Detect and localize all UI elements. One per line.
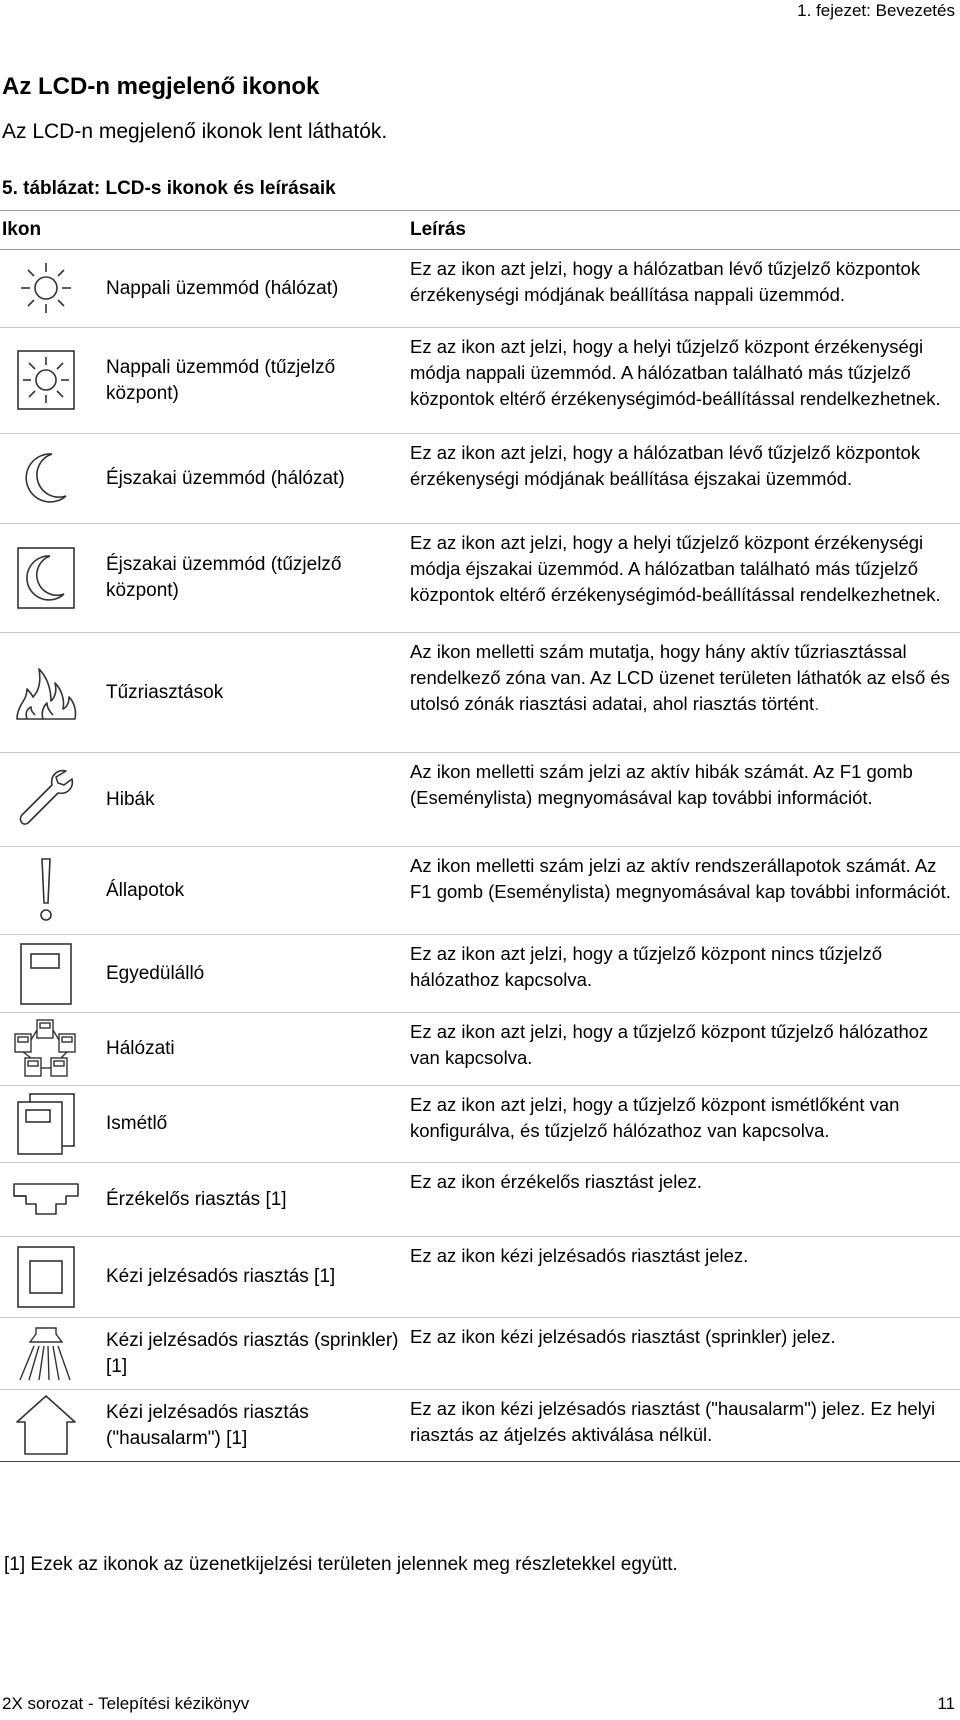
row-description bbox=[410, 639, 960, 717]
repeater-icon bbox=[10, 1090, 82, 1158]
running-header: 1. fejezet: Bevezetés bbox=[797, 1, 955, 20]
row-name: Tűzriasztások bbox=[106, 681, 224, 703]
row-description: Ez az ikon azt jelzi, hogy a tűzjelző központ nincs tűzjelző hálózathoz kapcsolva. bbox=[410, 943, 882, 990]
footer-document-title: 2X sorozat - Telepítési kézikönyv bbox=[2, 1694, 250, 1713]
row-description: Ez az ikon azt jelzi, hogy a hálózatban lévő tűzjelző központok érzékenységi módjának beállítása nappali üzemmód. bbox=[410, 258, 921, 305]
table-caption: 5. táblázat: LCD-s ikonok és leírásaik bbox=[2, 178, 336, 199]
row-description-text: Az ikon melletti szám mutatja, hogy hány aktív tűzriasztással rendelkező zóna van. Az LCD üzenet területen láthatók az első és utolsó zónák riasztási adatai, ahol riasztás történt bbox=[410, 641, 950, 714]
table-footnote: [1] Ezek az ikonok az üzenetkijelzési területen jelennek meg részletekkel együtt. bbox=[4, 1554, 678, 1575]
page-number: 11 bbox=[937, 1694, 955, 1713]
row-name: Nappali üzemmód (hálózat) bbox=[106, 277, 339, 299]
row-name: Nappali üzemmód (tűzjelző központ) bbox=[106, 356, 336, 404]
house-icon bbox=[10, 1392, 82, 1458]
row-name: Egyedülálló bbox=[106, 962, 205, 984]
table-row bbox=[0, 1013, 960, 1086]
row-description: Ez az ikon azt jelzi, hogy a tűzjelző központ tűzjelző hálózathoz van kapcsolva. bbox=[410, 1021, 929, 1068]
table-row bbox=[0, 250, 960, 328]
row-description: Ez az ikon azt jelzi, hogy a hálózatban lévő tűzjelző központok érzékenységi módjának beállítása éjszakai üzemmód. bbox=[410, 442, 921, 489]
row-description-end: . bbox=[814, 693, 820, 714]
table-row bbox=[0, 328, 960, 434]
row-description: Ez az ikon érzékelős riasztást jelez. bbox=[410, 1171, 703, 1192]
manual-call-point-icon bbox=[10, 1241, 82, 1313]
row-description: Ez az ikon kézi jelzésadós riasztást (sprinkler) jelez. bbox=[410, 1326, 836, 1347]
table-row bbox=[0, 524, 960, 633]
exclamation-icon bbox=[10, 851, 82, 929]
standalone-panel-icon bbox=[10, 939, 82, 1009]
moon-icon bbox=[10, 438, 82, 518]
table-row bbox=[0, 1086, 960, 1163]
row-description: Ez az ikon azt jelzi, hogy a helyi tűzjelző központ érzékenységi módja nappali üzemmód. A hálózatban található más tűzjelző központok eltérő érzékenységimód-beállítással rendelkezhetnek. bbox=[410, 336, 941, 409]
intro-text: Az LCD-n megjelenő ikonok lent láthatók. bbox=[2, 120, 388, 143]
row-name: Hibák bbox=[106, 788, 155, 810]
row-description: Ez az ikon azt jelzi, hogy a tűzjelző központ ismétlőként van konfigurálva, és tűzjelző hálózathoz van kapcsolva. bbox=[410, 1094, 900, 1141]
row-description: Az ikon melletti szám jelzi az aktív rendszerállapotok számát. Az F1 gomb (Eseménylista) megnyomásával kap további információt. bbox=[410, 855, 951, 902]
sun-boxed-icon bbox=[10, 334, 82, 426]
detector-icon bbox=[10, 1167, 82, 1233]
table-row bbox=[0, 1318, 960, 1390]
icon-table bbox=[0, 210, 960, 1462]
table-row bbox=[0, 633, 960, 753]
table-row bbox=[0, 1390, 960, 1461]
fire-icon bbox=[10, 643, 82, 743]
table-row bbox=[0, 434, 960, 524]
row-name: Ismétlő bbox=[106, 1113, 168, 1134]
row-description: Ez az ikon azt jelzi, hogy a helyi tűzjelző központ érzékenységi módja éjszakai üzemmód. A hálózatban található más tűzjelző központok eltérő érzékenységimód-beállítással rendelkezhetnek. bbox=[410, 532, 941, 605]
column-header-icon: Ikon bbox=[2, 219, 42, 240]
table-row bbox=[0, 1237, 960, 1318]
row-name: Éjszakai üzemmód (tűzjelző központ) bbox=[106, 554, 342, 601]
moon-boxed-icon bbox=[10, 532, 82, 624]
row-description: Az ikon melletti szám jelzi az aktív hibák számát. Az F1 gomb (Eseménylista) megnyomásával kap további információt. bbox=[410, 761, 913, 808]
row-name: Kézi jelzésadós riasztás (sprinkler) [1] bbox=[106, 1329, 399, 1377]
table-row bbox=[0, 847, 960, 935]
wrench-icon bbox=[10, 759, 82, 839]
row-name: Állapotok bbox=[106, 879, 185, 901]
sprinkler-icon bbox=[10, 1322, 82, 1386]
row-name: Kézi jelzésadós riasztás [1] bbox=[106, 1266, 336, 1287]
section-heading: Az LCD-n megjelenő ikonok bbox=[2, 73, 320, 100]
row-name: Érzékelős riasztás [1] bbox=[106, 1188, 287, 1210]
row-description: Ez az ikon kézi jelzésadós riasztást jelez. bbox=[410, 1245, 749, 1266]
page-footer bbox=[2, 1693, 955, 1715]
table-row bbox=[0, 1163, 960, 1237]
network-icon bbox=[10, 1017, 82, 1081]
row-description: Ez az ikon kézi jelzésadós riasztást ("hausalarm") jelez. Ez helyi riasztás az átjelzés aktiválása nélkül. bbox=[410, 1398, 936, 1445]
row-name: Éjszakai üzemmód (hálózat) bbox=[106, 467, 345, 489]
table-row bbox=[0, 935, 960, 1013]
table-header bbox=[0, 211, 960, 250]
row-name: Kézi jelzésadós riasztás ("hausalarm") [1] bbox=[106, 1401, 309, 1449]
sun-icon bbox=[10, 254, 82, 322]
table-row bbox=[0, 753, 960, 847]
row-name: Hálózati bbox=[106, 1038, 175, 1059]
column-header-description: Leírás bbox=[410, 219, 466, 240]
